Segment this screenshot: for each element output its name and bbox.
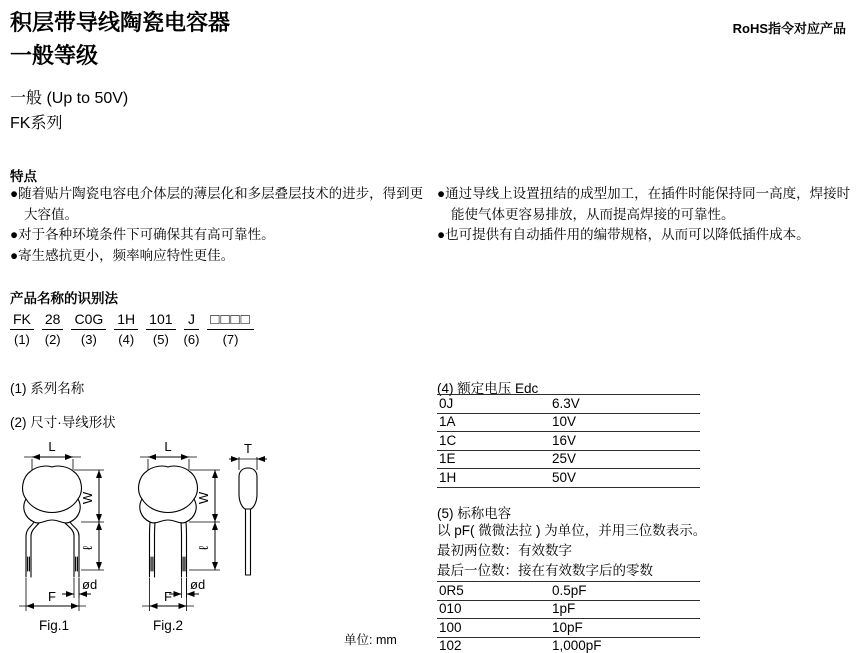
table-row — [437, 413, 700, 432]
section-dimensions-heading: (2) 尺寸·导线形状 — [10, 415, 116, 430]
features-list-right — [437, 184, 856, 246]
feature-item: ●随着贴片陶瓷电容电介体层的薄层化和多层叠层技术的进步，得到更大容值。 — [10, 186, 424, 222]
pn-code-placeholder-boxes: □□□□ — [207, 311, 253, 330]
voltage-value: 50V — [550, 469, 700, 488]
rohs-badge: RoHS指令对应产品 — [732, 21, 846, 36]
feature-item: ●寄生感抗更小，频率响应特性更佳。 — [10, 247, 235, 263]
dim-label-F: F — [164, 589, 172, 604]
dim-label-lead-length: ℓ — [80, 545, 95, 551]
dim-label-L: L — [48, 439, 56, 454]
nominal-capacitance-table — [437, 581, 700, 653]
pn-index: (5) — [152, 332, 169, 347]
capacitance-code: 0R5 — [437, 582, 550, 601]
voltage-value: 10V — [550, 413, 700, 432]
section-series-heading: (1) 系列名称 — [10, 381, 85, 396]
dim-label-F: F — [48, 589, 56, 604]
pn-segment-2 — [42, 311, 64, 347]
voltage-value: 16V — [550, 432, 700, 451]
dim-label-W: W — [196, 491, 211, 505]
voltage-code: 0J — [437, 395, 550, 414]
voltage-code: 1H — [437, 469, 550, 488]
pn-index: (6) — [183, 332, 200, 347]
pn-index: (4) — [118, 332, 135, 347]
pn-segment-6 — [184, 311, 200, 347]
page-title-line1: 积层带导线陶瓷电容器 — [10, 10, 231, 35]
feature-item: ●通过导线上设置扭结的成型加工，在插件时能保持同一高度，焊接时能使气体更容易排放，从而提高焊接的可靠性。 — [437, 186, 851, 222]
features-list-left — [10, 184, 434, 266]
table-row — [437, 637, 700, 653]
capacitance-value: 0.5pF — [550, 582, 700, 601]
capacitor-dimension-drawing — [10, 437, 430, 641]
pn-index: (7) — [222, 332, 239, 347]
capacitance-code: 100 — [437, 619, 550, 638]
pn-code: C0G — [71, 311, 106, 330]
table-row — [437, 432, 700, 451]
dim-label-W: W — [80, 491, 95, 505]
capacitance-value: 1,000pF — [552, 638, 602, 653]
dim-label-lead-length: ℓ — [196, 545, 211, 551]
page-title-line2: 一般等级 — [10, 43, 99, 68]
capacitance-value: 10pF — [550, 619, 700, 638]
dim-label-lead-dia: ød — [190, 577, 206, 592]
series-name-text: FK系列 — [10, 115, 63, 132]
fig2-straight-lead-capacitor — [139, 439, 220, 633]
pn-segment-4 — [114, 311, 138, 347]
part-number-breakdown — [10, 311, 254, 347]
fig1-caption: Fig.1 — [38, 618, 70, 633]
section-voltage-heading: (4) 额定电压 Edc — [437, 381, 539, 396]
unit-note: 单位: mm — [344, 633, 397, 647]
pn-index: (3) — [80, 332, 97, 347]
capacitance-value: 1pF — [550, 600, 700, 619]
table-row — [437, 450, 700, 469]
fig1-kinked-lead-capacitor — [19, 439, 104, 633]
pn-code: FK — [10, 311, 34, 330]
pn-index: (2) — [44, 332, 61, 347]
fig2-caption: Fig.2 — [152, 618, 184, 633]
pn-segment-7 — [207, 311, 253, 347]
table-row — [437, 395, 700, 414]
capacitance-code: 102 — [439, 638, 462, 653]
features-heading: 特点 — [10, 169, 37, 184]
table-row — [437, 600, 700, 619]
pn-code: 101 — [146, 311, 175, 330]
dim-label-L: L — [164, 439, 172, 454]
page-title — [10, 6, 230, 72]
pn-index: (1) — [14, 332, 30, 347]
voltage-code: 1E — [437, 450, 550, 469]
pn-segment-1 — [10, 311, 34, 347]
capacitance-description — [437, 521, 706, 581]
section-capacitance-heading: (5) 标称电容 — [437, 506, 512, 521]
pn-segment-3 — [71, 311, 106, 347]
table-row — [437, 582, 700, 601]
pn-code: 28 — [42, 311, 64, 330]
voltage-value: 25V — [550, 450, 700, 469]
capacitance-desc-line: 最后一位数：接在有效数字后的零数 — [437, 563, 653, 578]
capacitance-desc-line: 最初两位数：有效数字 — [437, 543, 572, 558]
pn-code: J — [184, 311, 200, 330]
series-subtitle — [10, 86, 128, 136]
capacitance-desc-line: 以 pF( 微微法拉 ) 为单位，并用三位数表示。 — [437, 523, 707, 538]
voltage-value: 6.3V — [550, 395, 700, 414]
voltage-code: 1C — [437, 432, 550, 451]
voltage-code: 1A — [437, 413, 550, 432]
dim-label-T: T — [244, 441, 252, 456]
part-numbering-heading: 产品名称的识别法 — [10, 291, 118, 306]
table-row — [437, 469, 700, 488]
dim-label-lead-dia: ød — [82, 577, 98, 592]
capacitance-code: 010 — [437, 600, 550, 619]
voltage-range-text: 一般 (Up to 50V) — [10, 90, 129, 107]
feature-item: ●也可提供有自动插件用的编带规格，从而可以降低插件成本。 — [437, 227, 810, 242]
pn-code: 1H — [114, 311, 138, 330]
rated-voltage-table — [437, 394, 700, 488]
side-view-thickness — [229, 441, 267, 575]
pn-segment-5 — [146, 311, 175, 347]
dimension-figures — [10, 437, 430, 641]
feature-item: ●对于各种环境条件下可确保其有高可靠性。 — [10, 227, 275, 242]
table-row — [437, 619, 700, 638]
